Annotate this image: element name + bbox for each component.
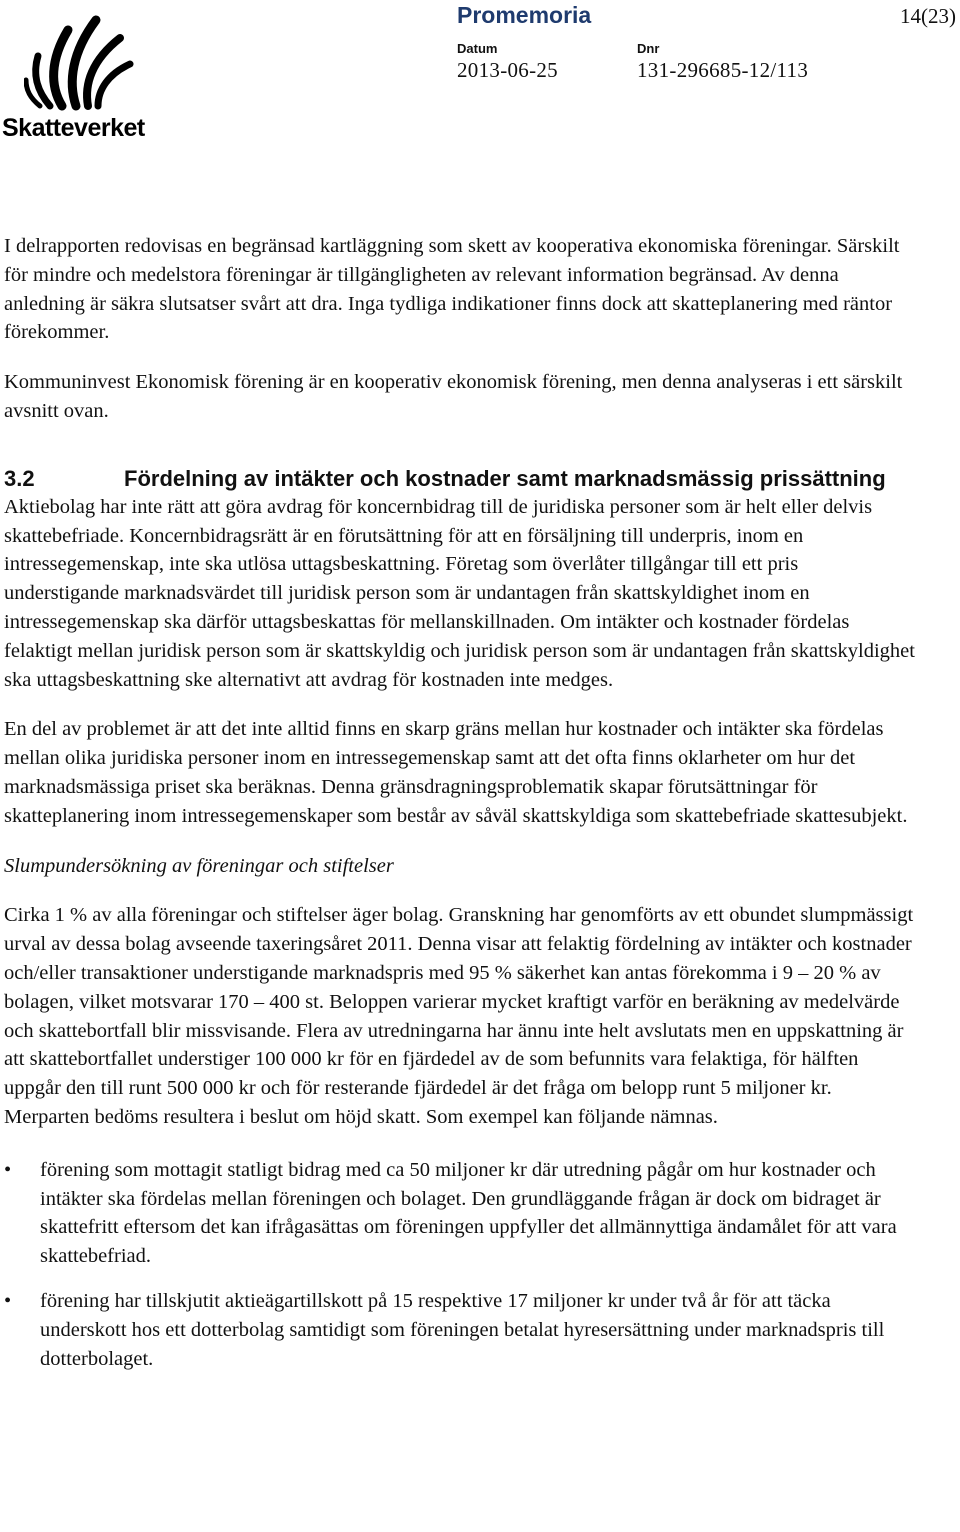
section-title: Fördelning av intäkter och kostnader samt marknadsmässig prissättning xyxy=(124,465,886,491)
paragraph: Kommuninvest Ekonomisk förening är en kooperativ ekonomisk förening, men denna analyseras i ett särskilt avsnitt ovan. xyxy=(4,371,903,422)
bullet-icon: • xyxy=(4,1158,12,1181)
dnr-value: 131-296685-12/113 xyxy=(637,58,809,82)
list-item xyxy=(4,1287,916,1373)
list-item-text: förening har tillskjutit aktieägartillskott på 15 respektive 17 miljoner kr under två år för att täcka underskott hos ett dotterbolag samtidigt som föreningen betalat hyresersättning under marknadspris till dotterbolaget. xyxy=(40,1289,885,1370)
paragraph: En del av problemet är att det inte alltid finns en skarp gräns mellan hur kostnader och intäkter ska fördelas mellan olika juridiska personer inom en intressegemenskap samt att det ofta finns oklarheter om hur det marknadsmässiga priset ska beräknas. Denna gränsdragningsproblematik skapar förutsättningar för skatteplanering inom intressegemenskaper som består av såväl skattskyldiga som skattebefriade skattesubjekt. xyxy=(4,718,908,827)
paragraph: Aktiebolag har inte rätt att göra avdrag för koncernbidrag till de juridiska personer som är helt eller delvis skattebefriade. Koncernbidragsrätt är en förutsättning för att en försäljning till underpris, inom en intressegemenskap, inte ska utlösa uttagsbeskattning. Företag som överlåter tillgångar till ett pris understigande marknadsvärdet till juridisk person som är undantagen från skattskyldighet inom en intressegemenskap ska därför uttagsbeskattas för mellanskillnaden. Om intäkter och kostnader fördelas felaktigt mellan juridisk person som är skattskyldig och juridisk person som är undantagen från skattskyldighet ska uttagsbeskattning ske alternativt att avdrag för kostnaden inte medges. xyxy=(4,495,915,691)
bullet-list xyxy=(4,1156,916,1374)
logo-crown-icon xyxy=(24,2,134,114)
section-heading xyxy=(4,464,916,493)
paragraph: I delrapporten redovisas en begränsad kartläggning som skett av kooperativa ekonomiska föreningar. Särskilt för mindre och medelstora föreningar är tillgängligheten av relevant information begränsad. Av denna anledning är säkra slutsatser svårt att dra. Inga tydliga indikationer finns dock att skatteplanering med räntor förekommer. xyxy=(4,235,900,344)
dnr-label: Dnr xyxy=(637,41,660,56)
page-number: 14(23) xyxy=(900,4,956,28)
date-label: Datum xyxy=(457,41,498,56)
document-body xyxy=(4,232,916,1373)
skatteverket-logo xyxy=(2,2,158,144)
logo-wordmark: Skatteverket xyxy=(2,114,145,142)
bullet-icon: • xyxy=(4,1289,12,1312)
list-item-text: förening som mottagit statligt bidrag med ca 50 miljoner kr där utredning pågår om hur kostnader och intäkter ska fördelas mellan föreningen och bolaget. Den grundläggande frågan är dock om bidraget är skattefritt eftersom det kan ifrågasättas om föreningen uppfyller det allmännyttiga ändamålet för att vara skattebefriad. xyxy=(40,1158,897,1268)
list-item xyxy=(4,1156,916,1271)
subheading: Slumpundersökning av föreningar och stiftelser xyxy=(4,854,394,877)
paragraph: Cirka 1 % av alla föreningar och stiftelser äger bolag. Granskning har genomförts av ett obundet slumpmässigt urval av dessa bolag avseende taxeringsåret 2011. Denna visar att felaktig fördelning av intäkter och kostnader och/eller transaktioner understigande marknadspris med 95 % säkerhet kan antas förekomma i 9 – 20 % av bolagen, vilket motsvarar 170 – 400 st. Beloppen varierar mycket kraftigt varför en beräkning av medelvärde och skattebortfall blir missvisande. Flera av utredningarna har ännu inte helt avslutats men en uppskattning är att skattebortfallet understiger 100 000 kr för en fjärdedel av de som befunnits vara felaktiga, för hälften uppgår den till runt 500 000 kr och för resterande fjärdedel är det fråga om belopp runt 5 miljoner kr. Merparten bedöms resultera i beslut om höjd skatt. Som exempel kan följande nämnas. xyxy=(4,904,914,1128)
document-type: Promemoria xyxy=(457,2,592,28)
section-number: 3.2 xyxy=(4,465,35,491)
date-value: 2013-06-25 xyxy=(457,58,558,82)
